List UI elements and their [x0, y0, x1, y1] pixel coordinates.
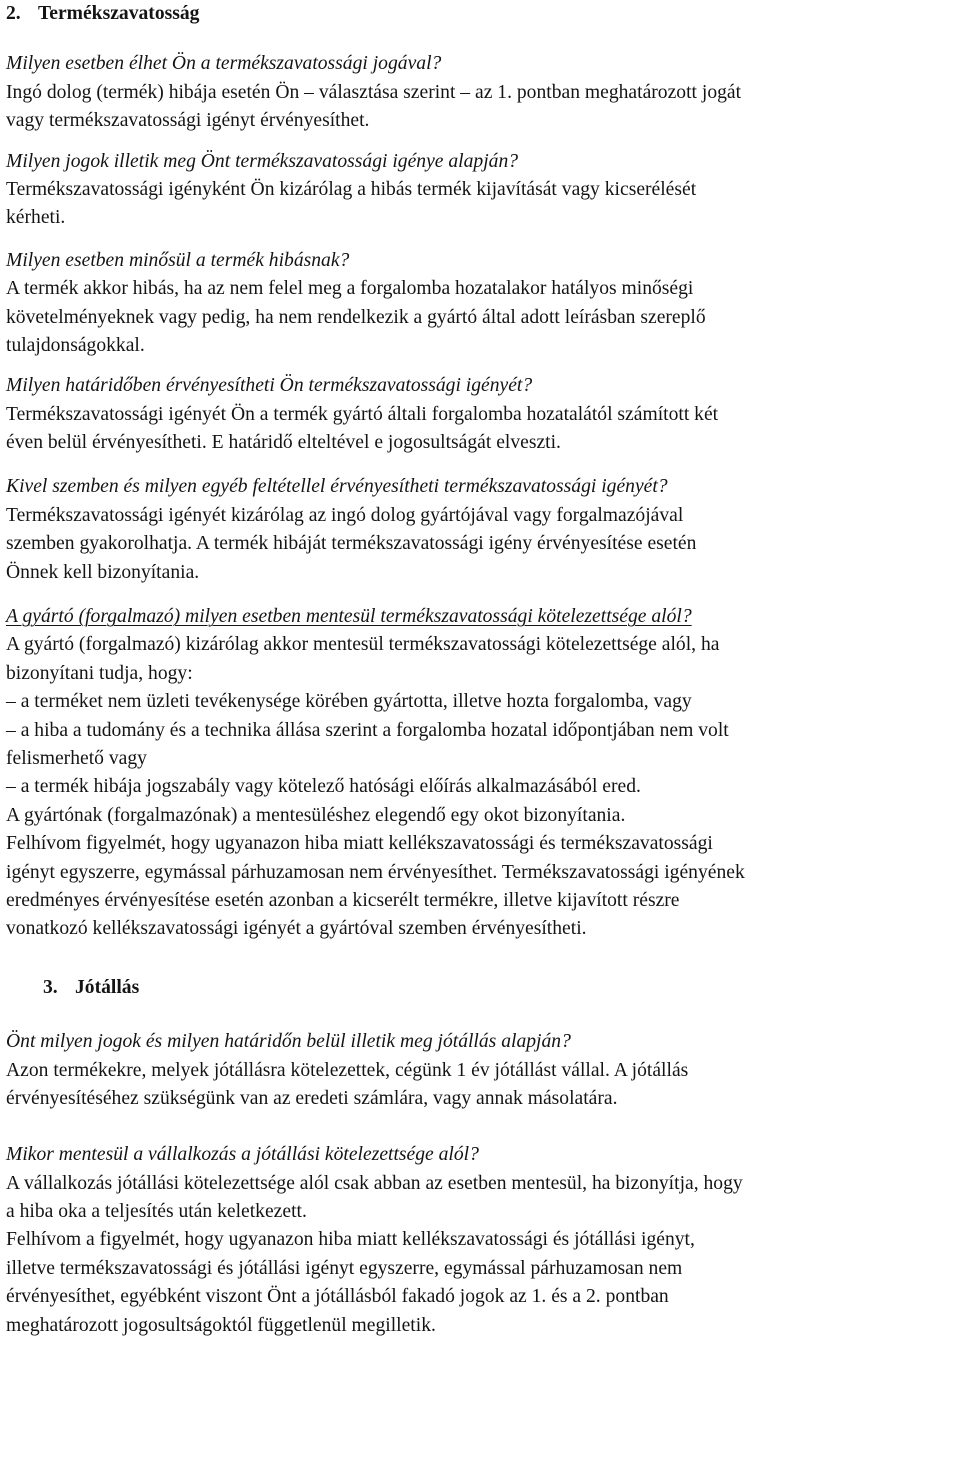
answer-6-line-6: – a termék hibája jogszabály vagy kötelező hatósági előírás alkalmazásából ered.	[6, 776, 641, 798]
answer-3-line-1: A termék akkor hibás, ha az nem felel meg a forgalomba hozatalakor hatályos minőségi	[6, 278, 694, 300]
section-3-number: 3.	[43, 976, 58, 998]
answer-2-line-2: kérheti.	[6, 207, 66, 229]
answer-7-line-2: érvényesítéséhez szükségünk van az eredeti számlára, vagy annak másolatára.	[6, 1087, 618, 1109]
question-1: Milyen esetben élhet Ön a termékszavatossági jogával?	[6, 53, 442, 75]
question-6: A gyártó (forgalmazó) milyen esetben mentesül termékszavatossági kötelezettsége alól?	[6, 606, 692, 628]
question-8: Mikor mentesül a vállalkozás a jótállási kötelezettsége alól?	[6, 1144, 479, 1166]
section-3-title: Jótállás	[75, 976, 140, 998]
section-2-title: Termékszavatosság	[38, 3, 200, 24]
answer-6-line-9: igényt egyszerre, egymással párhuzamosan nem érvényesíthet. Termékszavatossági igényének	[6, 861, 745, 883]
answer-4-line-2: éven belül érvényesítheti. E határidő elteltével e jogosultságát elveszti.	[6, 432, 561, 454]
answer-2-line-1: Termékszavatossági igényként Ön kizárólag a hibás termék kijavítását vagy kicserélését	[6, 178, 697, 200]
answer-8-line-6: meghatározott jogosultságoktól függetlenül megilletik.	[6, 1314, 436, 1336]
answer-6-line-7: A gyártónak (forgalmazónak) a mentesüléshez elegendő egy okot bizonyítania.	[6, 804, 626, 826]
section-2-number: 2.	[6, 3, 21, 24]
answer-8-line-1: A vállalkozás jótállási kötelezettsége alól csak abban az esetben mentesül, ha bizonyítja, hogy	[6, 1172, 743, 1194]
answer-5-line-1: Termékszavatossági igényét kizárólag az ingó dolog gyártójával vagy forgalmazójával	[6, 504, 684, 526]
answer-6-line-2: bizonyítani tudja, hogy:	[6, 662, 193, 684]
answer-6-line-4: – a hiba a tudomány és a technika állása szerint a forgalomba hozatal időpontjában nem volt	[6, 719, 729, 741]
answer-6-line-10: eredményes érvényesítése esetén azonban a kicserélt termékre, illetve kijavított részre	[6, 889, 680, 911]
section-2-heading	[6, 0, 956, 28]
section-3-heading	[6, 974, 956, 1002]
answer-6-line-11: vonatkozó kellékszavatossági igényét a gyártóval szemben érvényesítheti.	[6, 918, 587, 940]
question-2: Milyen jogok illetik meg Önt termékszavatossági igénye alapján?	[6, 150, 519, 172]
answer-6-line-5: felismerhető vagy	[6, 747, 147, 769]
question-4: Milyen határidőben érvényesítheti Ön termékszavatossági igényét?	[6, 375, 533, 397]
answer-4-line-1: Termékszavatossági igényét Ön a termék gyártó általi forgalomba hozatalától számított két	[6, 403, 719, 425]
question-7: Önt milyen jogok és milyen határidőn belül illetik meg jótállás alapján?	[6, 1031, 571, 1053]
answer-8-line-4: illetve termékszavatossági és jótállási igényt egyszerre, egymással párhuzamosan nem	[6, 1257, 683, 1279]
answer-1-line-2: vagy termékszavatossági igényt érvényesíthet.	[6, 110, 370, 132]
answer-3-line-2: követelményeknek vagy pedig, ha nem rendelkezik a gyártó által adott leírásban szereplő	[6, 306, 706, 328]
answer-3-line-3: tulajdonságokkal.	[6, 334, 145, 356]
answer-5-line-2: szemben gyakorolhatja. A termék hibáját termékszavatossági igény érvényesítése esetén	[6, 533, 697, 555]
document-page	[6, 0, 956, 1340]
answer-8-line-5: érvényesíthet, egyébként viszont Önt a jótállásból fakadó jogok az 1. és a 2. pontban	[6, 1286, 669, 1308]
question-3: Milyen esetben minősül a termék hibásnak?	[6, 249, 350, 271]
answer-1-line-1: Ingó dolog (termék) hibája esetén Ön – választása szerint – az 1. pontban meghatározott jogát	[6, 81, 742, 103]
answer-6-line-1: A gyártó (forgalmazó) kizárólag akkor mentesül termékszavatossági kötelezettsége alól, ha	[6, 634, 720, 656]
answer-5-line-3: Önnek kell bizonyítania.	[6, 561, 200, 583]
answer-6-line-8: Felhívom figyelmét, hogy ugyanazon hiba miatt kellékszavatossági és termékszavatossági	[6, 833, 713, 855]
answer-8-line-2: a hiba oka a teljesítés után keletkezett.	[6, 1201, 307, 1223]
answer-6-line-3: – a terméket nem üzleti tevékenysége körében gyártotta, illetve hozta forgalomba, vagy	[6, 691, 692, 713]
question-5: Kivel szemben és milyen egyéb feltétellel érvényesítheti termékszavatossági igényét?	[6, 476, 668, 498]
answer-8-line-3: Felhívom a figyelmét, hogy ugyanazon hiba miatt kellékszavatossági és jótállási igényt,	[6, 1229, 695, 1251]
answer-7-line-1: Azon termékekre, melyek jótállásra kötelezettek, cégünk 1 év jótállást vállal. A jótállás	[6, 1059, 689, 1081]
